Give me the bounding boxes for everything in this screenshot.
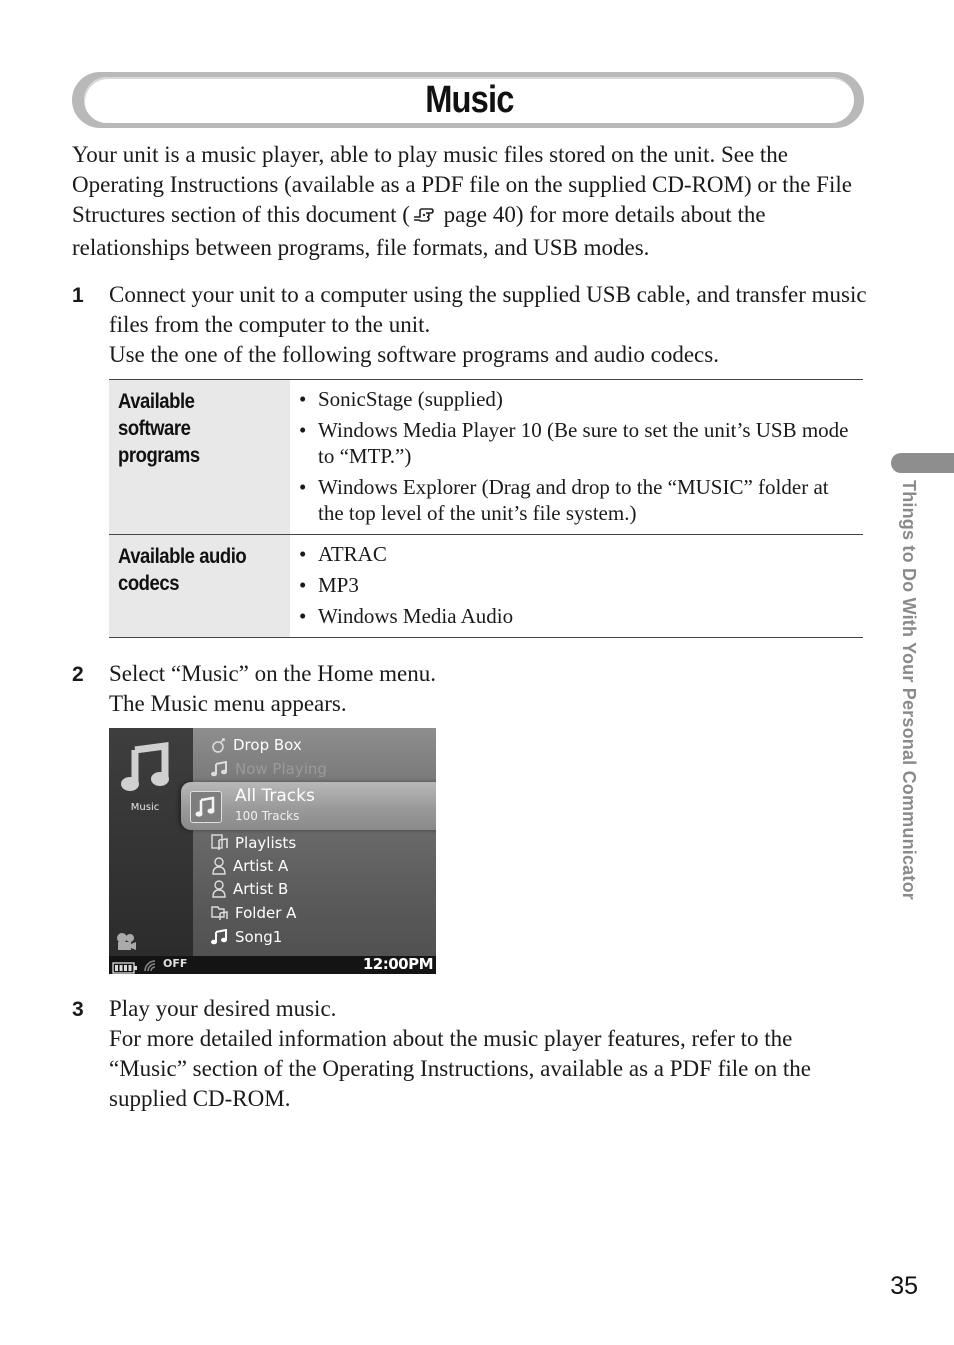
side-tab-marker	[891, 453, 954, 473]
step-1-line-1: Connect your unit to a computer using the supplied USB cable, and transfer music files from the computer to the unit.	[109, 282, 867, 337]
list-item: • Windows Media Audio	[299, 603, 853, 629]
table-header-software: Available software programs	[109, 380, 290, 535]
step-2-number: 2	[72, 663, 84, 686]
list-item: • MP3	[299, 572, 853, 598]
list-item: • Windows Media Player 10 (Be sure to set the unit’s USB mode to “MTP.”)	[299, 417, 853, 469]
page-number: 35	[890, 1272, 918, 1300]
menu-item-artist-a[interactable]: Artist A	[211, 857, 288, 875]
table-cell-software	[290, 380, 863, 535]
table-row-software	[109, 380, 863, 535]
software-codec-table	[109, 379, 863, 638]
side-tab-label: Things to Do With Your Personal Communicator	[899, 480, 919, 900]
intro-text-before: Your unit is a music player, able to play music files stored on the unit. See the Operating Instructions (available as a PDF file on the supplied CD-ROM) or the File Structures section of this document (	[72, 142, 852, 227]
music-note-icon	[121, 742, 173, 798]
drop-box-icon	[211, 737, 227, 753]
intro-paragraph	[72, 140, 862, 263]
step-1-number: 1	[72, 284, 84, 307]
note-icon	[211, 929, 229, 945]
person-icon	[211, 857, 227, 875]
menu-item-artist-b[interactable]: Artist B	[211, 880, 288, 898]
app-label: Music	[130, 802, 160, 813]
selected-subtitle: 100 Tracks	[235, 809, 300, 823]
note-icon	[211, 761, 229, 777]
album-icon	[190, 791, 222, 823]
step-3-line-1: Play your desired music.	[109, 996, 337, 1021]
menu-item-folder-a[interactable]: Folder A	[211, 904, 296, 922]
step-1-text	[109, 280, 869, 370]
person-icon	[211, 880, 227, 898]
pointing-hand-icon	[412, 203, 436, 233]
list-item: • ATRAC	[299, 541, 853, 567]
clock-time: 12:00PM	[362, 955, 433, 973]
title-banner-inner	[84, 77, 854, 123]
menu-item-now-playing[interactable]: Now Playing	[211, 760, 327, 778]
table-cell-codecs	[290, 535, 863, 638]
step-3-line-2: For more detailed information about the music player features, refer to the “Music” section of the Operating Instructions, available as a PDF file on the supplied CD-ROM.	[109, 1026, 811, 1111]
selected-title: All Tracks	[235, 786, 315, 806]
page-title: Music	[424, 78, 514, 121]
battery-icon	[112, 959, 138, 974]
intro-text-after: page 40) for more details about the relationships between programs, file formats, and USB modes.	[72, 202, 766, 260]
step-3-number: 3	[72, 998, 84, 1021]
screen-left-panel	[109, 728, 193, 956]
status-bar	[109, 956, 436, 974]
folder-icon	[211, 905, 229, 921]
menu-item-drop-box[interactable]: Drop Box	[211, 736, 302, 754]
wireless-icon	[143, 958, 159, 974]
table-header-codecs: Available audio codecs	[109, 535, 290, 638]
title-banner	[72, 72, 864, 128]
step-1-line-2: Use the one of the following software programs and audio codecs.	[109, 342, 719, 367]
step-2-text	[109, 659, 869, 719]
table-row-codecs	[109, 535, 863, 638]
menu-item-all-tracks-selected[interactable]	[181, 782, 436, 830]
menu-item-playlists[interactable]: Playlists	[211, 834, 296, 852]
music-menu-screenshot	[109, 728, 436, 974]
playlist-icon	[211, 834, 229, 852]
step-2-line-1: Select “Music” on the Home menu.	[109, 661, 437, 686]
list-item: • SonicStage (supplied)	[299, 386, 853, 412]
camera-reel-icon	[115, 932, 137, 956]
list-item: • Windows Explorer (Drag and drop to the “MUSIC” folder at the top level of the unit’s file system.)	[299, 474, 853, 526]
step-2-line-2: The Music menu appears.	[109, 691, 347, 716]
wireless-status: OFF	[163, 957, 188, 970]
menu-item-song1[interactable]: Song1	[211, 928, 282, 946]
step-3-text	[109, 994, 869, 1114]
